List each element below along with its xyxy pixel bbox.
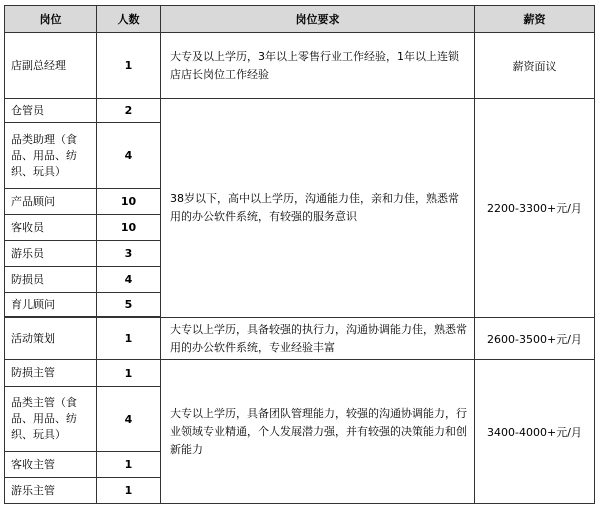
salary-cell: 2200-3300+元/月 (475, 99, 595, 318)
table-row (5, 33, 595, 99)
count-cell: 4 (97, 387, 161, 452)
header-requirement: 岗位要求 (161, 6, 475, 33)
position-cell: 客收主管 (5, 452, 97, 478)
requirement-cell: 大专以上学历，具备团队管理能力，较强的沟通协调能力，行业领域专业精通，个人发展潜力强，并有较强的决策能力和创新能力 (161, 360, 475, 504)
requirement-cell: 38岁以下，高中以上学历，沟通能力佳，亲和力佳，熟悉常用的办公软件系统，有较强的服务意识 (161, 99, 475, 318)
count-cell: 4 (97, 123, 161, 189)
position-cell: 品类主管（食品、用品、纺织、玩具） (5, 387, 97, 452)
position-cell: 游乐主管 (5, 478, 97, 504)
count-cell: 1 (97, 452, 161, 478)
count-cell: 3 (97, 241, 161, 267)
position-cell: 游乐员 (5, 241, 97, 267)
count-cell: 1 (97, 360, 161, 387)
count-cell: 4 (97, 267, 161, 293)
position-cell: 品类助理（食品、用品、纺织、玩具） (5, 123, 97, 189)
count-cell: 10 (97, 189, 161, 215)
recruitment-table (4, 5, 595, 504)
position-cell: 育儿顾问 (5, 293, 97, 317)
salary-cell: 3400-4000+元/月 (475, 360, 595, 504)
header-row (5, 6, 595, 33)
requirement-cell: 大专以上学历，具备较强的执行力，沟通协调能力佳，熟悉常用的办公软件系统，专业经验丰富 (161, 318, 475, 360)
count-cell: 1 (97, 33, 161, 99)
salary-cell: 薪资面议 (475, 33, 595, 99)
position-cell: 店副总经理 (5, 33, 97, 99)
count-cell: 5 (97, 293, 161, 317)
requirement-cell: 大专及以上学历，3年以上零售行业工作经验，1年以上连锁店店长岗位工作经验 (161, 33, 475, 99)
position-cell: 客收员 (5, 215, 97, 241)
count-cell: 10 (97, 215, 161, 241)
table-row (5, 99, 595, 123)
count-cell: 1 (97, 318, 161, 360)
header-count: 人数 (97, 6, 161, 33)
position-cell: 仓管员 (5, 99, 97, 123)
header-position: 岗位 (5, 6, 97, 33)
position-cell: 防损员 (5, 267, 97, 293)
table-row (5, 318, 595, 360)
count-cell: 2 (97, 99, 161, 123)
position-cell: 防损主管 (5, 360, 97, 387)
position-cell: 产品顾问 (5, 189, 97, 215)
salary-cell: 2600-3500+元/月 (475, 318, 595, 360)
position-cell: 活动策划 (5, 318, 97, 360)
header-salary: 薪资 (475, 6, 595, 33)
table-row (5, 360, 595, 387)
count-cell: 1 (97, 478, 161, 504)
